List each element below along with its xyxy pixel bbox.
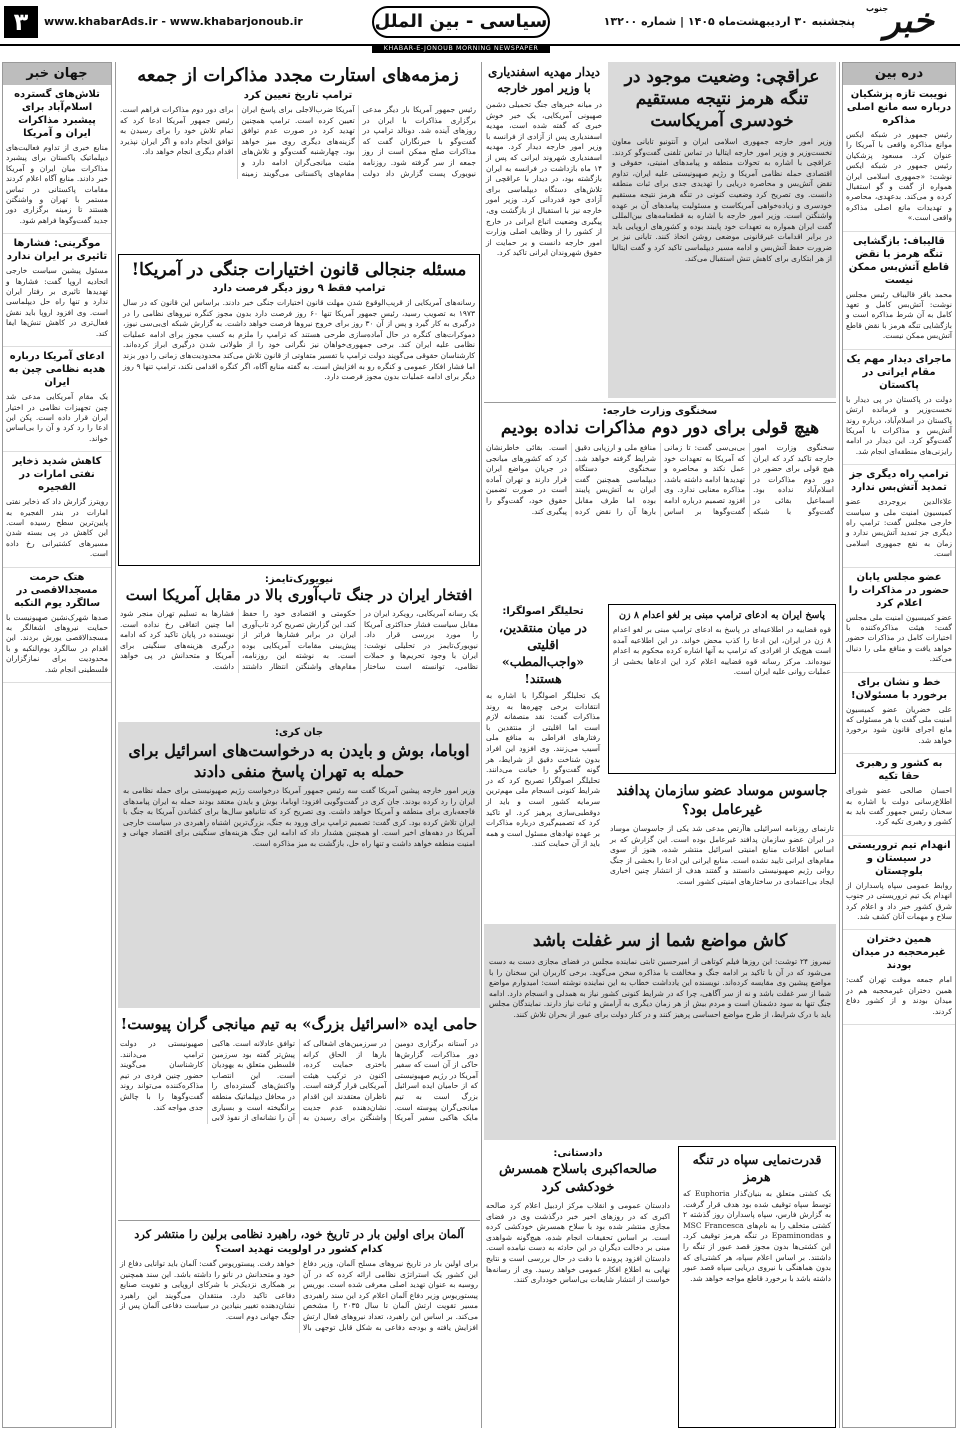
article-headline[interactable]: اوباما، بوش و بایدن به درخواست‌های اسرائیل برای حمله به تهران پاسخ منفی دادند: [128, 741, 470, 781]
sidebar-news-title[interactable]: نویبت تازه پزشکیان درباره سه مانع اصلی مذاکره: [846, 89, 952, 126]
article-body: وزیر امور خارجه پیشین آمریکا گفت سه رئیس جمهور آمریکا درخواست رژیم صهیونیستی برای حمله نظامی به ایران را رد کرده بودند. جان کری در گفت‌وگویی افزود: اوباما، بوش و بایدن معتقد بودند حمله به ایران پیامدهای فاجعه‌باری برای منطقه و آمریکا خواهد داشت. وی تصریح کرد که نتانیاهو سال‌ها برای کشاندن آمریکا به جنگ با ایران تلاش کرده بود. کری گفت: تصمیم ترامپ برای ورود به جنگ، بزرگ‌ترین اشتباه راهبردی در سیاست خارجی آمریکا در دهه‌های اخیر است. او همچنین هشدار داد که ادامه این جنگ هزینه‌های سنگینی برای اقتصاد جهانی و امنیت منطقه خواهد داشت و تنها راه حل، بازگشت به میز مذاکره است.: [123, 786, 475, 848]
article-headline[interactable]: افتخار ایران در جنگ تاب‌آوری بالا در مقابل آمریکا است: [125, 586, 473, 604]
article-kicker: جان کری:: [274, 727, 324, 738]
article-body: برای اولین بار در تاریخ نیروهای مسلح آلمان، وزیر دفاع این کشور یک استراتژی نظامی ارائه کرده که در آن روسیه به عنوان تهدید اصلی معرفی شده است. بوریس پیستوریوس وزیر دفاع آلمان اعلام کرد این سند راهبردی مسیر تقویت ارتش آلمان تا سال ۲۰۳۵ را مشخص می‌کند. بر اساس این راهبرد، تعداد نیروهای فعال ارتش افزایش یافته و بودجه دفاعی به شکل قابل توجهی بالا خواهد رفت. پیستوریوس گفت: آلمان باید توانایی دفاع از خود و متحدانش در ناتو را داشته باشد. این سند همچنین بر همکاری نزدیک‌تر با شرکای اروپایی و تقویت صنایع دفاعی تاکید دارد. منتقدان می‌گویند این راهبرد نشان‌دهنده تغییر بنیادین در سیاست دفاعی آلمان پس از جنگ جهانی دوم است.: [120, 1259, 478, 1332]
article-body: در آستانه برگزاری دومین دور مذاکرات، گزارش‌ها حاکی از آن است که سفیر آمریکا در رژیم صهیونیستی که از حامیان ایده اسرائیل بزرگ است به تیم میانجی‌گران پیوسته است. مایک هاکبی سفیر آمریکا در سرزمین‌های اشغالی که بارها از الحاق کرانه باختری حمایت کرده، اکنون در ترکیب هیئت آمریکایی قرار گرفته است. ناظران معتقدند این اقدام نشان‌دهنده عدم جدیت واشنگتن برای رسیدن به توافق عادلانه است. هاکبی پیش‌تر گفته بود سرزمین فلسطین متعلق به یهودیان است. این انتصاب واکنش‌های گسترده‌ای را در محافل دیپلماتیک منطقه برانگیخته است و بسیاری آن را نشانه‌ای از نفوذ لابی صهیونیستی در دولت ترامپ می‌دانند. کارشناسان می‌گویند حضور چنین فردی در تیم مذاکره‌کننده می‌تواند روند گفت‌وگوها را با چالش جدی مواجه کند.: [120, 1039, 478, 1123]
world-news-text: رویترز گزارش داد که ذخایر نفتی امارات در بندر الفجیره به پایین‌ترین سطح رسیده است. این کاهش در پی بسته شدن مسیرهای کشتیرانی رخ داده است.: [6, 497, 108, 559]
article-sepah: [678, 1146, 836, 1428]
article-headline[interactable]: زمزمه‌های استارت مجدد مذاکرات از جمعه: [137, 65, 459, 86]
world-news-title[interactable]: موگرینی: فشارها تاثیری بر ایران ندارد: [6, 238, 108, 263]
sidebar-news-title[interactable]: ماجرای دیدار مهم یک مقام ایرانی در پاکستان: [846, 353, 952, 391]
article-execution: [608, 604, 836, 774]
article-araghchi: [608, 62, 836, 398]
logo-subtext: جنوب: [866, 4, 889, 13]
article-headline[interactable]: حامی ایده «اسرائیل بزرگ» به‌ تیم میانجی گران پیوست!: [120, 1015, 478, 1033]
article-body: رسانه‌های آمریکایی از قریب‌الوقوع شدن مهلت قانون اختیارات جنگی خبر دادند. براساس این قانون که در سال ۱۹۷۳ به تصویب رسید، رئیس جمهور آمریکا تنها ۶۰ روز فرصت دارد بدون مجوز کنگره نیروهای نظامی را در درگیری به کار گیرد و پس از آن ۳۰ روز برای خروج نیروها فرصت خواهد داشت. به گزارش شبکه ای‌بی‌سی نیوز، دموکرات‌های کنگره در حال آماده‌سازی طرحی هستند که ترامپ را ملزم به کسب مجوز برای ادامه عملیات نظامی علیه ایران کند. برخی جمهوری‌خواهان نیز نگرانی خود را از طولانی شدن درگیری ابراز کرده‌اند. کارشناسان حقوقی می‌گویند دولت ترامپ با تفسیر متفاوتی از قانون تلاش می‌کند محدودیت‌های زمانی را دور بزند اما فشار افکار عمومی و کنگره رو به افزایش است. به گفته منابع آگاه، اگر کنگره اقدامی نکند، ترامپ تنها ۹ روز دیگر برای ادامه عملیات بدون مجوز فرصت دارد.: [123, 298, 476, 382]
article-headline[interactable]: صالحه‌اکبری باسلاح همسرش خودکشی کرد: [498, 1162, 658, 1195]
article-kicker: تحلیلگر اصولگرا:: [502, 606, 584, 617]
column-divider: [481, 62, 482, 1428]
article-war-powers: [118, 254, 480, 566]
world-news-title[interactable]: ادعای آمریکا درباره هدیه نظامی چین به ایران: [8, 351, 106, 389]
article-body: یک تحلیلگر اصولگرا با اشاره به انتقادات برخی چهره‌ها به روند مذاکرات گفت: نقد منصفانه لازم است اما اقلیتی از منتقدین با رفتارهای افراطی به منافع ملی آسیب می‌زنند. وی افزود این افراد بدون شناخت دقیق از شرایط، هر گونه گفت‌وگو را خیانت می‌دانند. تحلیلگر اصولگرا تصریح کرد که در شرایط کنونی انسجام ملی مهم‌ترین سرمایه کشور است و باید از دوقطبی‌سازی پرهیز کرد. او تاکید کرد که تصمیم‌گیری درباره مذاکرات بر عهده نهادهای مسئول است و همه باید از آن حمایت کنند.: [486, 691, 600, 849]
english-name-strip: KHABAR-E-JONOUB MORNING NEWSPAPER: [372, 44, 550, 53]
sidebar-news-title[interactable]: خط و نشان برای برخورد با مسئولان!: [850, 676, 948, 701]
article-mossad: [608, 780, 836, 918]
sidebar-news-text: عضو کمیسیون امنیت ملی مجلس گفت: هیئت مذاکره‌کننده با اختیارات کامل در مذاکرات حضور خواهد یافت و منافع ملی را دنبال می‌کند.: [846, 612, 952, 664]
world-news-title[interactable]: تلاش‌های گسترده اسلام‌آباد برای پیشبرد مذاکرات ایران و آمریکا: [14, 89, 100, 139]
sidebar-news-title[interactable]: به کشور و رهبری حقا تکیه: [855, 758, 943, 783]
article-no-promise: [484, 404, 836, 600]
article-dadsetani: [484, 1146, 672, 1428]
article-huckabee: [118, 1012, 480, 1218]
article-germany: [118, 1224, 480, 1428]
sidebar-news-title[interactable]: همین دختران غیرمحجبه در میدان بودند: [852, 934, 946, 972]
website-url[interactable]: www.khabarAds.ir - www.khabarjonoub.ir: [44, 15, 303, 28]
world-news-title[interactable]: کاهش شدید ذخایر نفتی امارات در الفجیره: [12, 456, 102, 494]
article-kicker: ترامپ فقط ۹ روز دیگر فرصت دارد: [212, 283, 386, 294]
sidebar-news-text: رئیس جمهور در شبکه ایکس موانع مذاکره واقعی با آمریکا را عنوان کرد. مسعود پزشکیان رئیس جمهور در شبکه ایکس نوشت: «جمهوری اسلامی ایران همواره از گفت و گو استقبال کرده و می‌کند. بدعهدی، محاصره و تهدیدات مانع اصلی مذاکره واقعی است.»: [846, 130, 952, 223]
column-divider: [839, 62, 840, 1428]
page-number: ۳: [4, 6, 38, 38]
world-news-title[interactable]: هتک حرمت مسجدالاقصی در سالگرد یوم النکبه: [13, 571, 101, 609]
article-kicker: کدام کشور در اولویت تهدید است؟: [215, 1244, 383, 1255]
article-analyst: [484, 604, 602, 918]
sidebar-news-text: دولت در پاکستان در پی دیدار با نخست‌وزیر و فرمانده ارتش پاکستان در اسلام‌آباد، درباره روند آتش‌بس و مذاکرات با آمریکا گفت‌وگو کرد. این دیدار در ادامه رایزنی‌های منطقه‌ای انجام شد.: [846, 394, 952, 456]
world-news-text: منابع خبری از تداوم فعالیت‌های دیپلماتیک پاکستان برای پیشبرد مذاکرات میان ایران و آمریکا خبر دادند. منابع آگاه اعلام کردند مقامات پاکستانی در تماس مستمر با تهران و واشنگتن هستند تا زمینه برگزاری دور جدید گفت‌وگوها فراهم شود.: [6, 143, 108, 225]
newspaper-logo: [860, 0, 958, 44]
section-divider: [118, 1220, 480, 1221]
article-body: سخنگوی وزارت امور خارجه تاکید کرد که ایران هیچ قولی برای حضور در دور دوم مذاکرات در اسلام‌آباد نداده بود. اسماعیل بقائی در گفت‌وگو با شبکه بی‌بی‌سی گفت: تا زمانی که آمریکا به تعهدات خود عمل نکند و محاصره و تهدیدها ادامه داشته باشد، مذاکره معنایی ندارد. وی افزود تصمیم درباره ادامه گفت‌وگوها بر اساس منافع ملی و ارزیابی دقیق شرایط گرفته خواهد شد. سخنگوی دستگاه دیپلماسی همچنین گفت ایران به آتش‌بس پایبند بوده اما طرف مقابل بارها آن را نقض کرده است. بقائی خاطرنشان کرد که کشورهای میانجی در جریان مواضع ایران قرار دارند و تهران آماده است در صورت تضمین حقوق خود، گفت‌وگو را پیگیری کند.: [486, 443, 834, 516]
section-title: سیاسی - بین الملل: [372, 6, 550, 38]
article-headline[interactable]: جاسوس موساد عضو سازمان پدافند غیرعامل بود؟: [616, 783, 828, 818]
sidebar-news-text: علی خضریان عضو کمیسیون امنیت ملی گفت با هر مسئولی که مانع اجرای قانون شود برخورد خواهد شد.: [846, 704, 952, 745]
article-kerry: [118, 722, 480, 1008]
logo-text: خبر: [883, 1, 935, 41]
article-trump-restart: [118, 62, 478, 250]
article-headline[interactable]: پاسخ ایران به ادعای ترامپ مبنی بر لغو اعدام ۸ زن: [619, 610, 825, 621]
left-sidebar-label: جهان خبر: [3, 63, 111, 85]
left-sidebar: [2, 62, 112, 1428]
sidebar-news-title[interactable]: انهدام تیم تروریستی در سیستان و بلوچستان: [847, 839, 951, 877]
article-body: رئیس جمهور آمریکا بار دیگر مدعی برگزاری مذاکرات با ایران در روزهای آینده شد. دونالد ترامپ در گفت‌وگو با خبرنگاران گفت که مذاکرات صلح ممکن است از روز جمعه از سر گرفته شود. روزنامه نیویورک پست گزارش داد دولت آمریکا ضرب‌الاجلی برای پاسخ ایران تعیین کرده است. ترامپ همچنین تهدید کرد در صورت عدم توافق گزینه‌های دیگری روی میز خواهد بود. چهارشنبه گفت‌وگو و تلاش‌های مثبت میانجی‌گران ادامه دارد و مقام‌های پاکستانی می‌گویند زمینه برای دور دوم مذاکرات فراهم است. رئیس جمهور آمریکا ادعا کرد که تمام تلاش خود را برای رسیدن به توافق انجام داده و اگر ایران نپذیرد اقدام دیگری انجام خواهد داد.: [120, 105, 476, 178]
article-esfandyari: [484, 62, 604, 402]
article-kicker: دادستانی:: [553, 1148, 603, 1159]
article-body: در میانه خبرهای جنگ تحمیلی دشمن صهیونی آمریکایی، یک خبر خوش خبری که گفته شده است، مهدیه اسفندیاری پس از آزادی از فرانسه با وزیر امور خارجه دیدار کرد. مهدیه اسفندیاری شهروند ایرانی که پس از ۱۴ ماه بازداشت در فرانسه به ایران بازگشته بود، در دیدار با عراقچی از تلاش‌های دستگاه دیپلماسی برای آزادی خود قدردانی کرد. وزیر امور خارجه نیز با استقبال از بازگشت وی، پیگیری وضعیت اتباع ایرانی در خارج از کشور را از وظایف اصلی وزارت امور خارجه دانست و بر حمایت از حقوق شهروندان ایرانی تاکید کرد.: [486, 100, 602, 258]
article-body: یک رسانه آمریکایی، رویکرد ایران در مقابل سیاست فشار حداکثری آمریکا را مورد بررسی قرار داد. نیویورک‌تایمز در تحلیلی نوشت: ایران با وجود تحریم‌ها و حملات نظامی، توانسته است ساختار حکومتی و اقتصادی خود را حفظ کند. این گزارش تصریح کرد تاب‌آوری ایران در برابر فشارها فراتر از پیش‌بینی مقامات آمریکایی بوده است. به نوشته این روزنامه، مقام‌های واشنگتن انتظار داشتند فشارها به تسلیم تهران منجر شود اما چنین اتفاقی رخ نداده است. نویسنده در پایان تاکید کرد که ادامه درگیری هزینه‌های سنگینی برای آمریکا و متحدانش در پی خواهد داشت.: [120, 609, 478, 671]
article-body: وزیر امور خارجه جمهوری اسلامی ایران و آنتونیو تایانی معاون نخست‌وزیر و وزیر امور خارجه ایتالیا در تماس تلفنی گفت‌وگو کردند. عراقچی با اشاره به تحولات منطقه و پیامدهای امنیتی، حقوقی و اقتصادی حمله نظامی آمریکا و رژیم صهیونیستی علیه ایران، تداوم نقض آتش‌بس و محاصره دریایی را تهدیدی جدی برای ثبات منطقه دانست. وی تصریح کرد وضعیت کنونی در تنگه هرمز نتیجه مستقیم خودسری و زیاده‌خواهی آمریکاست و مسئولیت پیامدهای آن بر عهده واشنگتن است. وزیر امور خارجه با اشاره به قطعنامه‌های بین‌المللی گفت ایران همواره به تعهدات خود پایبند بوده و کشورهای اروپایی باید در برابر اقدامات غیرقانونی موضعی روشن اتخاذ کنند. تایانی نیز بر ضرورت حفظ آتش‌بس و ادامه مسیر دیپلماسی تاکید کرد و گفت ایتالیا از هر ابتکاری برای کاهش تنش استقبال می‌کند.: [612, 137, 832, 263]
article-nyt: [118, 572, 480, 718]
article-kicker: نیویورک‌تایمز:: [264, 574, 334, 585]
article-headline[interactable]: در میان منتقدین، اقلیتی «واجب‌المطب» هستند!: [499, 620, 587, 686]
sidebar-news-title[interactable]: قالیباف: بازگشایی تنگه هرمز با نقض قاطع آتش‌بس ممکن نیست: [848, 235, 950, 286]
article-body: یک کشتی متعلق به بنیان‌گذار Euphoria که توسط سپاه توقیف شده بود هدف قرار گرفت. به گزارش فارس، سپاه پاسداران روز گذشته ۲ کشتی متخلف را به نام‌های MSC Francesca و Epaminondas در تنگه هرمز توقیف کرد. این کشتی‌ها بدون مجوز قصد عبور از تنگه را داشتند. بر اساس اعلام سپاه، هر کشتی‌ای که بدون هماهنگی با نیروی دریایی سپاه قصد عبور داشته باشد با برخورد قاطع مواجه خواهد شد.: [683, 1189, 831, 1283]
world-news-text: یک مقام آمریکایی مدعی شد چین تجهیزات نظامی در اختیار ایران قرار داده است. پکن این ادعا را رد کرد و آن را بی‌اساس خواند.: [6, 392, 108, 443]
article-headline[interactable]: کاش مواضع شما از سر غفلت باشد: [532, 931, 788, 951]
right-sidebar-label: دره بین: [843, 63, 955, 85]
article-headline[interactable]: آلمان برای اولین بار در تاریخ خود، راهبرد نظامی برلین را منتشر کرد: [134, 1227, 464, 1241]
section-divider: [484, 402, 836, 403]
article-body: قوه قضاییه در اطلاعیه‌ای در پاسخ به ادعای ترامپ مبنی بر لغو اعدام ۸ زن در ایران، این ادعا را کذب محض خواند. در این اطلاعیه آمده است هیچ‌یک از افرادی که ترامپ به آنها اشاره کرده محکوم به اعدام نبوده‌اند. مرکز رسانه قوه قضاییه اعلام کرد این ادعاها بخشی از عملیات روانی علیه ایران است.: [613, 625, 831, 677]
world-news-text: مسئول پیشین سیاست خارجی اتحادیه اروپا گفت: فشارها و تهدیدها تاثیری بر رفتار ایران ندارد و تنها راه حل دیپلماسی است. وی افزود اروپا باید نقش فعال‌تری در کاهش تنش‌ها ایفا کند.: [6, 266, 108, 338]
article-kicker: ترامپ تاریخ تعیین کرد: [243, 90, 353, 101]
article-body: نیمروز ۲۴ توشت: این روزها فیلم کوتاهی از امیرحسین ثابتی نماینده مجلس در فضای مجازی دست به دست می‌شود که در آن با تاکید بر ادامه جنگ و مخالفت با مذاکره سخن می‌گوید. برخی کاربران این سخنان را با مواضع پیشین وی مقایسه کرده‌اند. نویسنده این یادداشت خطاب به این نماینده نوشته است: امیدوارم مواضع شما از سر غفلت باشد و نه از سر آگاهی، چرا که در شرایط کنونی کشور نیاز به همدلی و انسجام دارد. ادامه جنگ تنها به سود دشمنان است و مردم بیش از هر زمان دیگری به آرامش و ثبات نیاز دارند. نمایندگان مجلس باید با درک شرایط، از طرح مواضع احساسی پرهیز کنند و در کنار دولت برای عبور از بحران تلاش کنند.: [489, 957, 832, 1019]
article-body: دادستان عمومی و انقلاب مرکز اردبیل اعلام کرد صالحه اکبری که در روزهای اخیر خبر درگذشت وی در فضای مجازی منتشر شده بود با سلاح همسرش خودکشی کرده است. بر اساس تحقیقات انجام شده، هیچ‌گونه شواهدی مبنی بر دخالت دیگران در این حادثه به دست نیامده است. دادستان افزود پرونده با دقت در حال بررسی است و نتایج نهایی به اطلاع افکار عمومی خواهد رسید. وی از رسانه‌ها خواست از انتشار شایعات بی‌اساس خودداری کنند.: [486, 1201, 670, 1285]
sidebar-news-text: علاءالدین بروجردی عضو کمیسیون امنیت ملی و سیاست خارجی مجلس گفت: ترامپ راه دیگری جز تمدید آتش‌بس ندارد و زمان به نفع جمهوری اسلامی است.: [846, 497, 952, 559]
article-headline[interactable]: قدرت‌نمایی سپاه در تنگه هرمز: [692, 1152, 822, 1184]
issue-date: پنجشنبه ۳۰ اردیبهشت‌ماه ۱۴۰۵ | شماره ۱۳۲۰۰: [603, 15, 855, 28]
world-news-text: صدها شهرک‌نشین صهیونیست با حمایت نیروهای اشغالگر به مسجدالاقصی یورش بردند. این اقدام در سالگرد یوم‌النکبه و با محدودیت برای نمازگزاران فلسطینی انجام شد.: [6, 612, 108, 674]
sidebar-news-text: روابط عمومی سپاه پاسداران از انهدام یک تیم تروریستی در جنوب شرق کشور خبر داد و اعلام کرد سلاح و مهمات آنان کشف شد.: [846, 880, 952, 922]
right-sidebar: [842, 62, 956, 1428]
article-kicker: سخنگوی وزارت خارجه:: [602, 406, 718, 417]
article-body: تارنمای روزنامه اسرائیلی هاآرتص مدعی شد یکی از جاسوسان موساد در ایران عضو سازمان پدافند غیرعامل بوده است. این گزارش که بر اساس اطلاعات منابع امنیتی اسرائیل منتشر شده، هنوز از سوی مقام‌های ایرانی تایید نشده است. منابع ایرانی این ادعا را بخشی از جنگ روانی رژیم صهیونیستی دانستند و گفتند هدف از انتشار چنین اخباری ایجاد بی‌اعتمادی در ساختارهای امنیتی کشور است.: [610, 824, 834, 886]
article-headline[interactable]: هیچ قولی برای دور دوم مذاکرات نداده بودیم: [500, 418, 820, 438]
article-kash: [484, 924, 836, 1140]
sidebar-news-text: احسان صالحی عضو شورای اطلاع‌رسانی دولت با اشاره به سخنان رئیس جمهور گفت باید به کشور و رهبری تکیه کرد.: [846, 786, 952, 827]
column-divider: [115, 62, 116, 1428]
sidebar-news-text: محمد باقر قالیباف رئیس مجلس نوشت: آتش‌بس کامل و تعهد کامل به آن شرط مذاکره است و بازگشایی تنگه هرمز با نقض قاطع آتش‌بس ممکن نیست.: [846, 289, 952, 341]
article-headline[interactable]: مسئله جنجالی قانون اختیارات جنگی در آمریکا!: [131, 260, 467, 280]
sidebar-news-text: امام جمعه موقت تهران گفت: همین دختران غیرمحجبه هم در میدان بودند و از کشور دفاع کردند.: [846, 975, 952, 1016]
page-header: [0, 0, 960, 46]
article-headline[interactable]: عراقچی: وضعیت موجود در تنگه هرمز نتیجه مستقیم خودسری آمریکاست: [624, 67, 820, 131]
sidebar-news-title[interactable]: عضو مجلس یابان حضور در مذاکرات را اعلام کرد: [848, 571, 950, 609]
article-headline[interactable]: دیدار مهدیه اسفندیاری با وزیر امور خارجه: [487, 65, 601, 95]
sidebar-news-title[interactable]: ترامپ راه دیگری جز تمدید آتش‌بس ندارد: [849, 469, 949, 494]
